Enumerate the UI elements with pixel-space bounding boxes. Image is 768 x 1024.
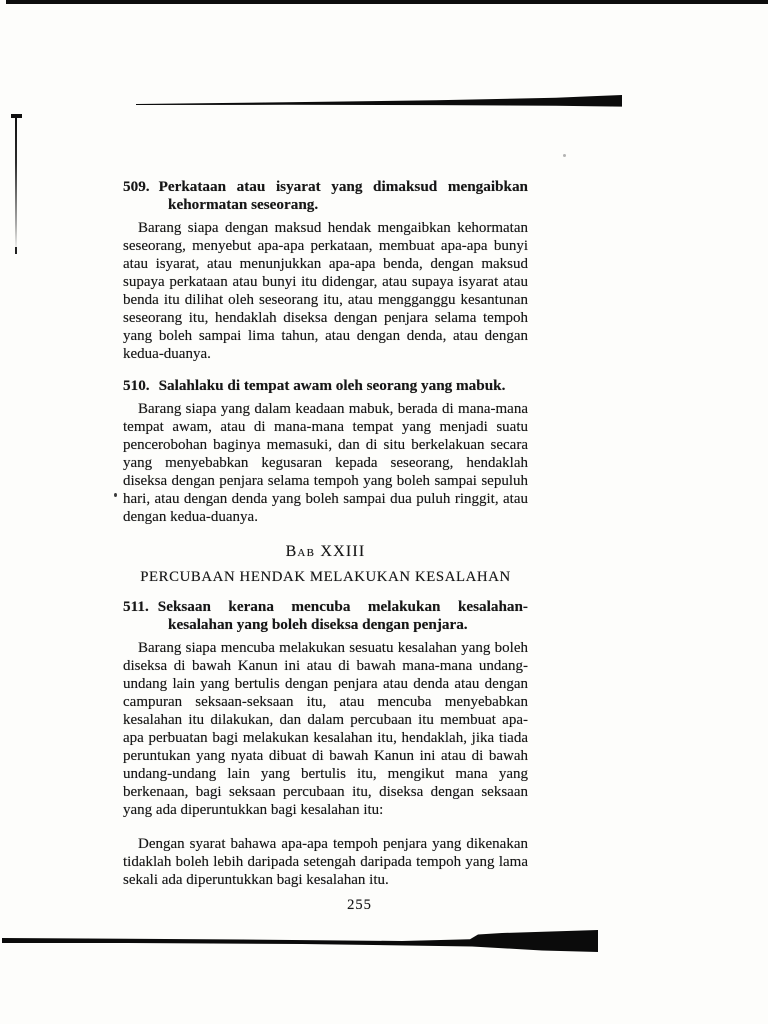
section-511-number: 511.: [123, 598, 149, 615]
section-509-title: Perkataan atau isyarat yang dimaksud mengaibkan kehormatan seseorang.: [158, 178, 528, 213]
section-511-heading: [123, 598, 528, 634]
tapered-rule-top: [136, 95, 622, 108]
section-511: [123, 598, 528, 889]
section-510-body: Barang siapa yang dalam keadaan mabuk, berada di mana-mana tempat awam, atau di mana-mana tempat yang menjadi suatu pencerobohan baginya memasuki, dan di situ berkelakuan secara yang menyebabkan kegusaran kepada seseorang, hendaklah diseksa dengan penjara selama tempoh yang boleh sampai sepuluh hari, atau dengan denda yang boleh sampai dua puluh ringgit, atau dengan kedua-duanya.: [123, 401, 528, 525]
section-511-body: Barang siapa mencuba melakukan sesuatu kesalahan yang boleh diseksa di bawah Kanun ini atau di bawah mana-mana undang-undang lain yang bertulis dengan penjara atau denda atau dengan campuran seksaan-seksaan itu, atau mencuba menyebabkan kesalahan itu dilakukan, dan dalam percubaan itu membuat apa-apa perbuatan bagi melakukan kesalahan itu, hendaklah, jika tiada peruntukan yang nyata dibuat di bawah Kanun ini atau di bawah undang-undang lain yang bertulis itu, mengikut mana yang berkenaan, bagi seksaan percubaan itu, diseksa dengan seksaan yang ada diperuntukkan bagi kesalahan itu:: [123, 640, 528, 818]
section-510-heading: [123, 377, 528, 395]
chapter-heading: Bab XXIII: [285, 543, 366, 560]
scan-artifact-vertical-line: [15, 114, 17, 252]
section-510-title: Salahlaku di tempat awam oleh seorang yang mabuk.: [158, 377, 506, 394]
page-number: 255: [347, 897, 372, 913]
tapered-rule-bottom: [2, 930, 598, 956]
scan-speck-upper-right: [563, 154, 566, 157]
section-509-body: Barang siapa dengan maksud hendak mengaibkan kehormatan seseorang, menyebut apa-apa perkataan, membuat apa-apa bunyi atau isyarat, atau menunjukkan apa-apa benda, dengan maksud supaya perkataan atau bunyi itu didengar, atau supaya isyarat atau benda itu dilihat oleh seseorang itu, atau mengganggu kesantunan seseorang itu, hendaklah diseksa dengan penjara selama tempoh yang boleh sampai lima tahun, atau dengan denda, atau dengan kedua-duanya.: [123, 220, 528, 362]
section-509-number: 509.: [123, 178, 150, 195]
scan-artifact-dash: [15, 247, 17, 254]
text-column: [123, 178, 528, 914]
section-511-proviso: Dengan syarat bahawa apa-apa tempoh penjara yang dikenakan tidaklah boleh lebih daripada setengah daripada tempoh yang lama sekali ada diperuntukkan bagi kesalahan itu.: [123, 836, 528, 888]
section-510: [123, 377, 528, 526]
section-509: [123, 178, 528, 363]
section-511-title: Seksaan kerana mencuba melakukan kesalahan-kesalahan yang boleh diseksa dengan penjara.: [157, 598, 528, 633]
scan-edge-strip-top: [6, 0, 768, 4]
section-510-number: 510.: [123, 377, 150, 394]
scan-speck-left-margin: [114, 493, 117, 497]
chapter-subtitle: PERCUBAAN HENDAK MELAKUKAN KESALAHAN: [140, 569, 511, 585]
section-509-heading: [123, 178, 528, 214]
